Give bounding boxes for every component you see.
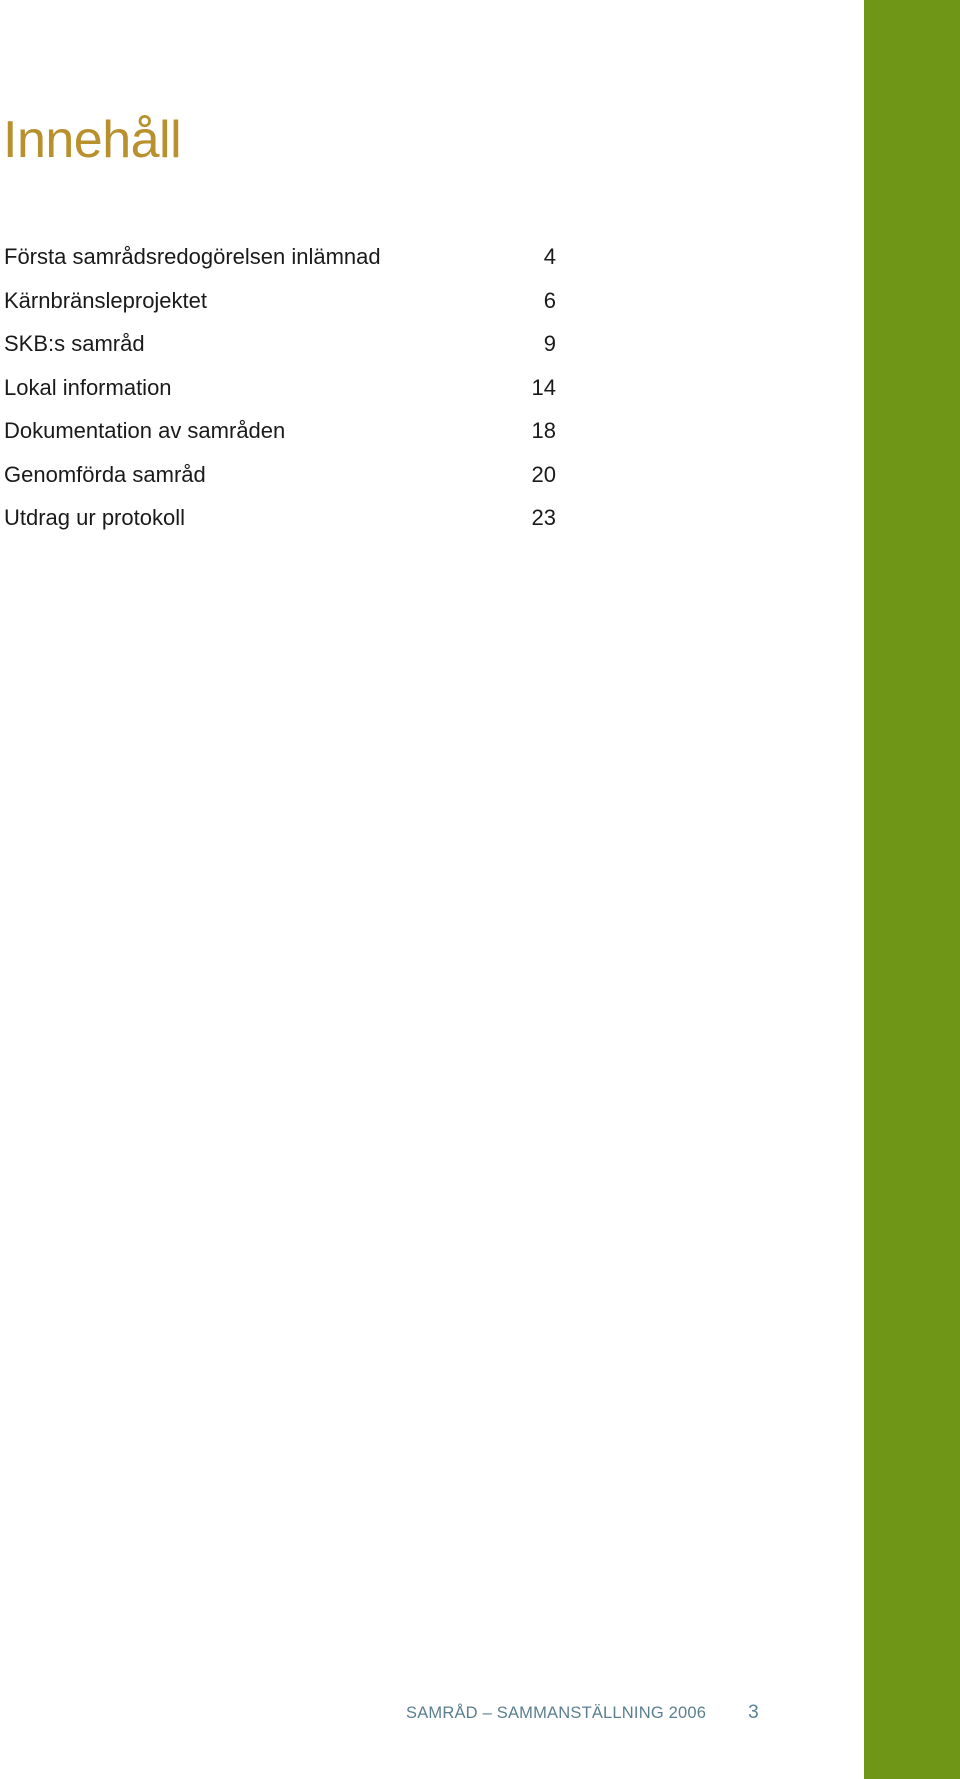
toc-entry-page: 6 [543,287,556,313]
toc-entry [4,373,556,417]
toc-entry-label: Dokumentation av samråden [4,418,286,443]
toc-entry-label: Lokal information [4,374,172,400]
toc-entry [4,503,556,547]
toc-entry-page: 4 [543,244,556,269]
page-title: Innehåll [3,111,182,169]
toc-entry [4,460,556,504]
toc-entry-label: Kärnbränsleprojektet [4,287,208,313]
toc-entry [4,286,556,330]
page-footer [406,1702,759,1726]
toc-entry-label: SKB:s samråd [4,331,145,356]
footer-publication-title: SAMRÅD – SAMMANSTÄLLNING 2006 [406,1704,707,1722]
toc-entry-label: Genomförda samråd [4,461,206,487]
footer-page-number: 3 [748,1702,759,1723]
toc-entry-page: 14 [531,374,556,400]
toc-entry-page: 20 [531,461,556,487]
toc-entry [4,416,556,460]
side-color-band [864,0,960,1779]
toc-entry-label: Första samrådsredogörelsen inlämnad [4,244,381,269]
toc-entry-page: 23 [531,505,556,530]
toc-entry-page: 18 [531,418,556,443]
toc-entry-page: 9 [543,331,556,356]
toc-entry-label: Utdrag ur protokoll [4,505,185,530]
toc-entry [4,242,556,286]
table-of-contents [4,242,556,547]
toc-entry [4,329,556,373]
